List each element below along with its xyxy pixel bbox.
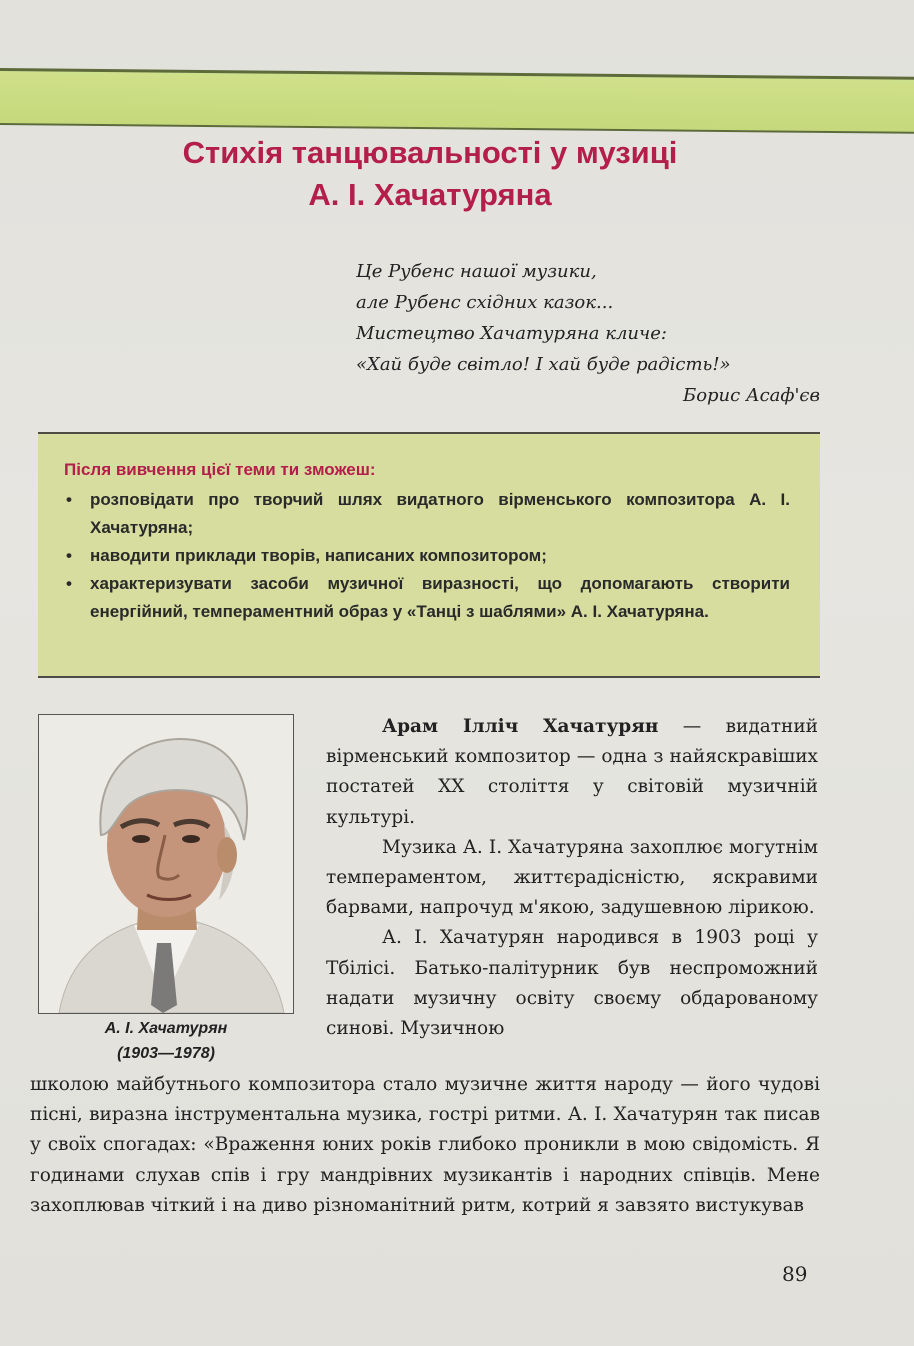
goal-item (64, 570, 790, 626)
epigraph (356, 256, 826, 411)
goals-heading: Після вивчення цієї теми ти зможеш: (64, 460, 376, 479)
goal-text: наводити приклади творів, написаних композитором; (90, 546, 547, 565)
composer-portrait (38, 714, 294, 1014)
bullet-icon: • (66, 490, 72, 509)
text-full-width (30, 1070, 820, 1221)
goal-text: розповідати про творчий шлях видатного вірменського композитора А. І. Хачатуряна; (90, 490, 790, 537)
epigraph-line: Це Рубенс нашої музики, (356, 261, 597, 282)
caption-years: (1903—1978) (117, 1045, 215, 1062)
header-band (0, 68, 914, 134)
page-title (60, 132, 800, 216)
bullet-icon: • (66, 546, 72, 565)
epigraph-line: Мистецтво Хачатуряна кличе: (356, 323, 667, 344)
composer-name: Арам Ілліч Хачатурян (382, 716, 659, 737)
epigraph-author: Борис Асаф'єв (682, 385, 820, 406)
paragraph-3-start: А. І. Хачатурян народився в 1903 році у Тбілісі. Батько-палітурник був неспроможний надати музичну освіту своєму обдарованому синові. Музичною (326, 927, 818, 1040)
goal-item (64, 542, 790, 570)
epigraph-line: «Хай буде світло! І хай буде радість!» (356, 354, 731, 375)
portrait-illustration (39, 715, 293, 1013)
goal-text: характеризувати засоби музичної виразності, що допомагають створити енергійний, темпераментний образ у «Танці з шаблями» А. І. Хачатуряна. (90, 574, 790, 621)
goal-item (64, 486, 790, 542)
caption-name: А. І. Хачатурян (104, 1020, 228, 1037)
goals-list (64, 486, 790, 626)
paragraph-2: Музика А. І. Хачатуряна захоплює могутнім темпераментом, життєрадісністю, яскравими барвами, напрочуд м'якою, задушевною лірикою. (326, 836, 818, 919)
page-number: 89 (782, 1262, 808, 1286)
learning-goals-box (38, 432, 820, 678)
paragraph-3-continued: школою майбутнього композитора стало музичне життя народу — його чудові пісні, виразна інструментальна музика, гострі ритми. А. І. Хачатурян так писав у своїх спогадах: «Враження юних років глибоко проникли в мою свідомість. Я годинами слухав спів і гру мандрівних музикантів і народних співців. Мене захоплював чіткий і на диво різноманітний ритм, котрий я завзято вистукував (30, 1074, 820, 1216)
portrait-caption (38, 1016, 294, 1066)
title-line-2: А. І. Хачатуряна (308, 177, 552, 212)
bullet-icon: • (66, 574, 72, 593)
title-line-1: Стихія танцювальності у музиці (182, 135, 678, 170)
epigraph-line: але Рубенс східних казок... (356, 292, 614, 313)
paragraph-1 (326, 712, 818, 833)
text-column (326, 712, 818, 1044)
paragraph-1-text: — видатний вірменський композитор — одна з найяскравіших постатей XX століття у світовій музичній культурі. (326, 716, 818, 828)
